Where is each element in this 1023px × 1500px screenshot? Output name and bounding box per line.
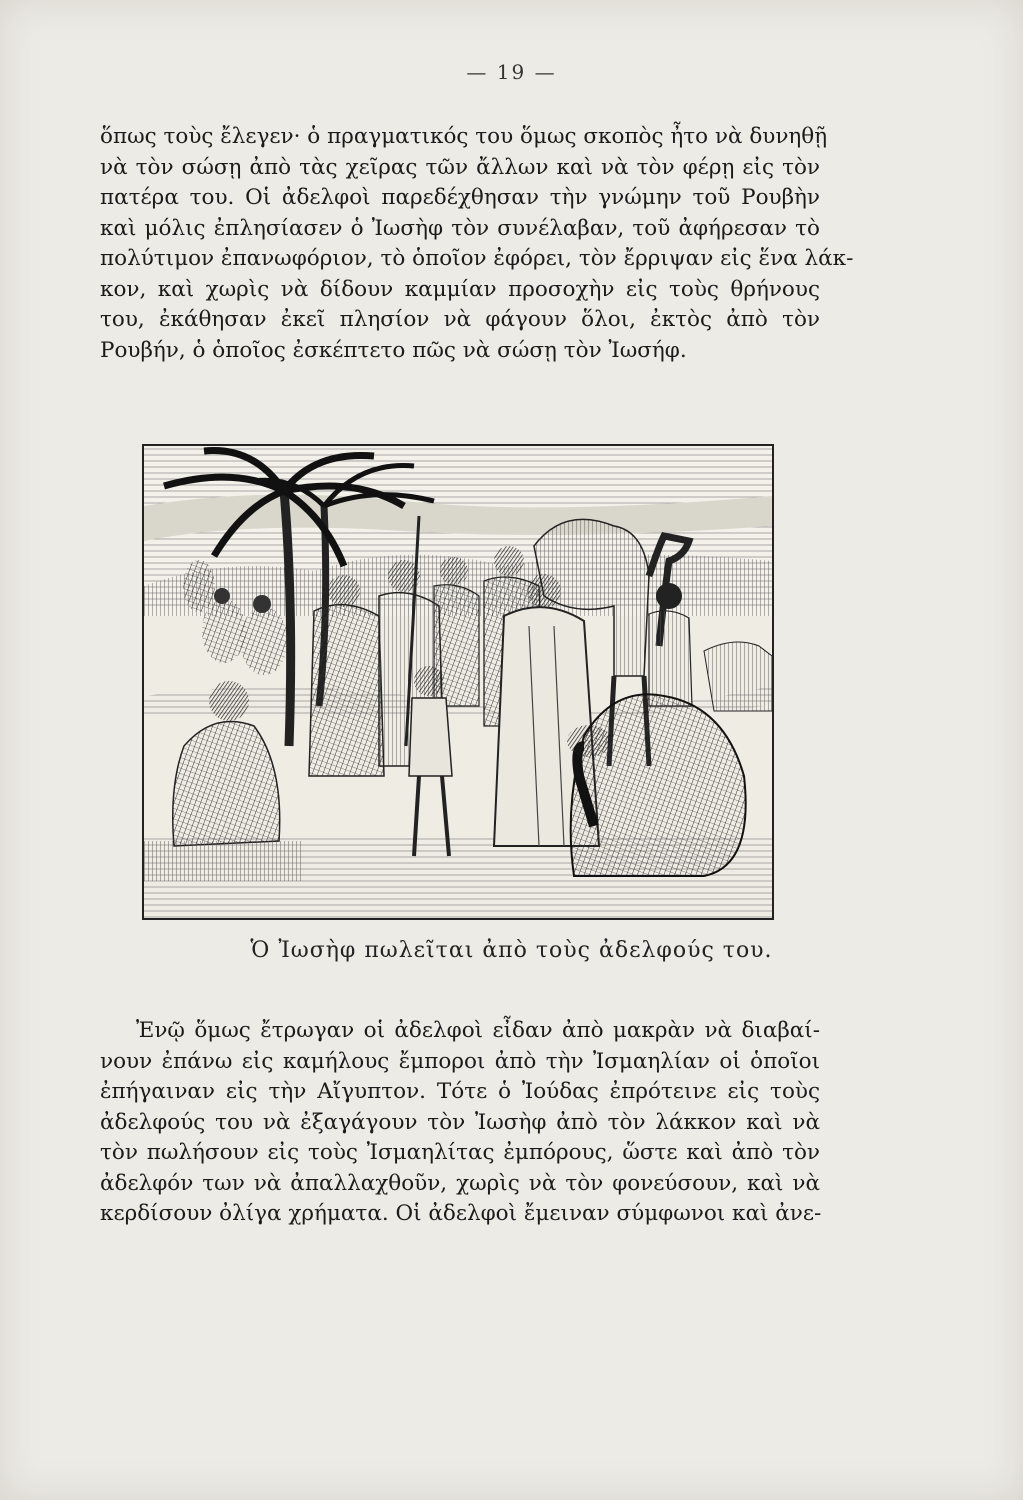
text-line: Ἐνῷ ὅμως ἔτρωγαν οἱ ἀδελφοὶ εἶδαν ἀπὸ μακρὰν νὰ διαβαί- — [136, 1018, 820, 1043]
distant-camel — [704, 642, 772, 711]
text-line: ἀδελφόν των νὰ ἀπαλλαχθοῦν, χωρὶς νὰ τὸν φονεύσουν, καὶ νὰ — [100, 1170, 820, 1196]
text-line: καὶ μόλις ἐπλησίασεν ὁ Ἰωσὴφ τὸν συνέλαβαν, τοῦ ἀφήρεσαν τὸ — [100, 215, 820, 241]
text-line: Ρουβήν, ὁ ὁποῖος ἐσκέπτετο πῶς νὰ σώσῃ τὸν Ἰωσήφ. — [100, 337, 687, 363]
text-line: πατέρα του. Οἱ ἀδελφοὶ παρεδέχθησαν τὴν γνώμην τοῦ Ρουβὴν — [100, 185, 820, 210]
illustration-caption: Ὁ Ἰωσὴφ πωλεῖται ἀπὸ τοὺς ἀδελφούς του. — [250, 938, 773, 963]
engraving-illustration — [142, 444, 774, 920]
text-line: ὅπως τοὺς ἔλεγεν· ὁ πραγματικός του ὅμως σκοπὸς ἦτο νὰ δυνηθῇ — [100, 124, 828, 149]
engraving-scene — [144, 446, 772, 918]
text-line: τὸν πωλήσουν εἰς τοὺς Ἰσμαηλίτας ἐμπόρους, ὥστε καὶ ἀπὸ τὸν — [100, 1140, 820, 1165]
text-line: νὰ τὸν σώσῃ ἀπὸ τὰς χεῖρας τῶν ἄλλων καὶ νὰ τὸν φέρῃ εἰς τὸν — [100, 154, 820, 180]
text-line: κον, καὶ χωρὶς νὰ δίδουν καμμίαν προσοχὴν εἰς τοὺς θρήνους — [100, 276, 820, 302]
text-line: ἀδελφούς του νὰ ἐξαγάγουν τὸν Ἰωσὴφ ἀπὸ τὸν λάκκον καὶ νὰ — [100, 1109, 820, 1135]
paragraph-bottom — [100, 1016, 820, 1230]
paragraph-top — [100, 122, 854, 366]
text-line: πολύτιμον ἐπανωφόριον, τὸ ὁποῖον ἐφόρει, τὸν ἔρριψαν εἰς ἕνα λάκ- — [100, 246, 854, 271]
text-line: του, ἐκάθησαν ἐκεῖ πλησίον νὰ φάγουν ὅλοι, ἐκτὸς ἀπὸ τὸν — [100, 307, 820, 332]
text-line: ἐπήγαιναν εἰς τὴν Αἴγυπτον. Τότε ὁ Ἰούδας ἐπρότεινε εἰς τοὺς — [100, 1079, 820, 1104]
text-line: κερδίσουν ὀλίγα χρήματα. Οἱ ἀδελφοὶ ἔμειναν σύμφωνοι καὶ ἀνε- — [100, 1201, 822, 1226]
text-line: νουν ἐπάνω εἰς καμήλους ἔμποροι ἀπὸ τὴν Ἰσμαηλίαν οἱ ὁποῖοι — [100, 1048, 820, 1074]
page-number: — 19 — — [466, 60, 557, 84]
